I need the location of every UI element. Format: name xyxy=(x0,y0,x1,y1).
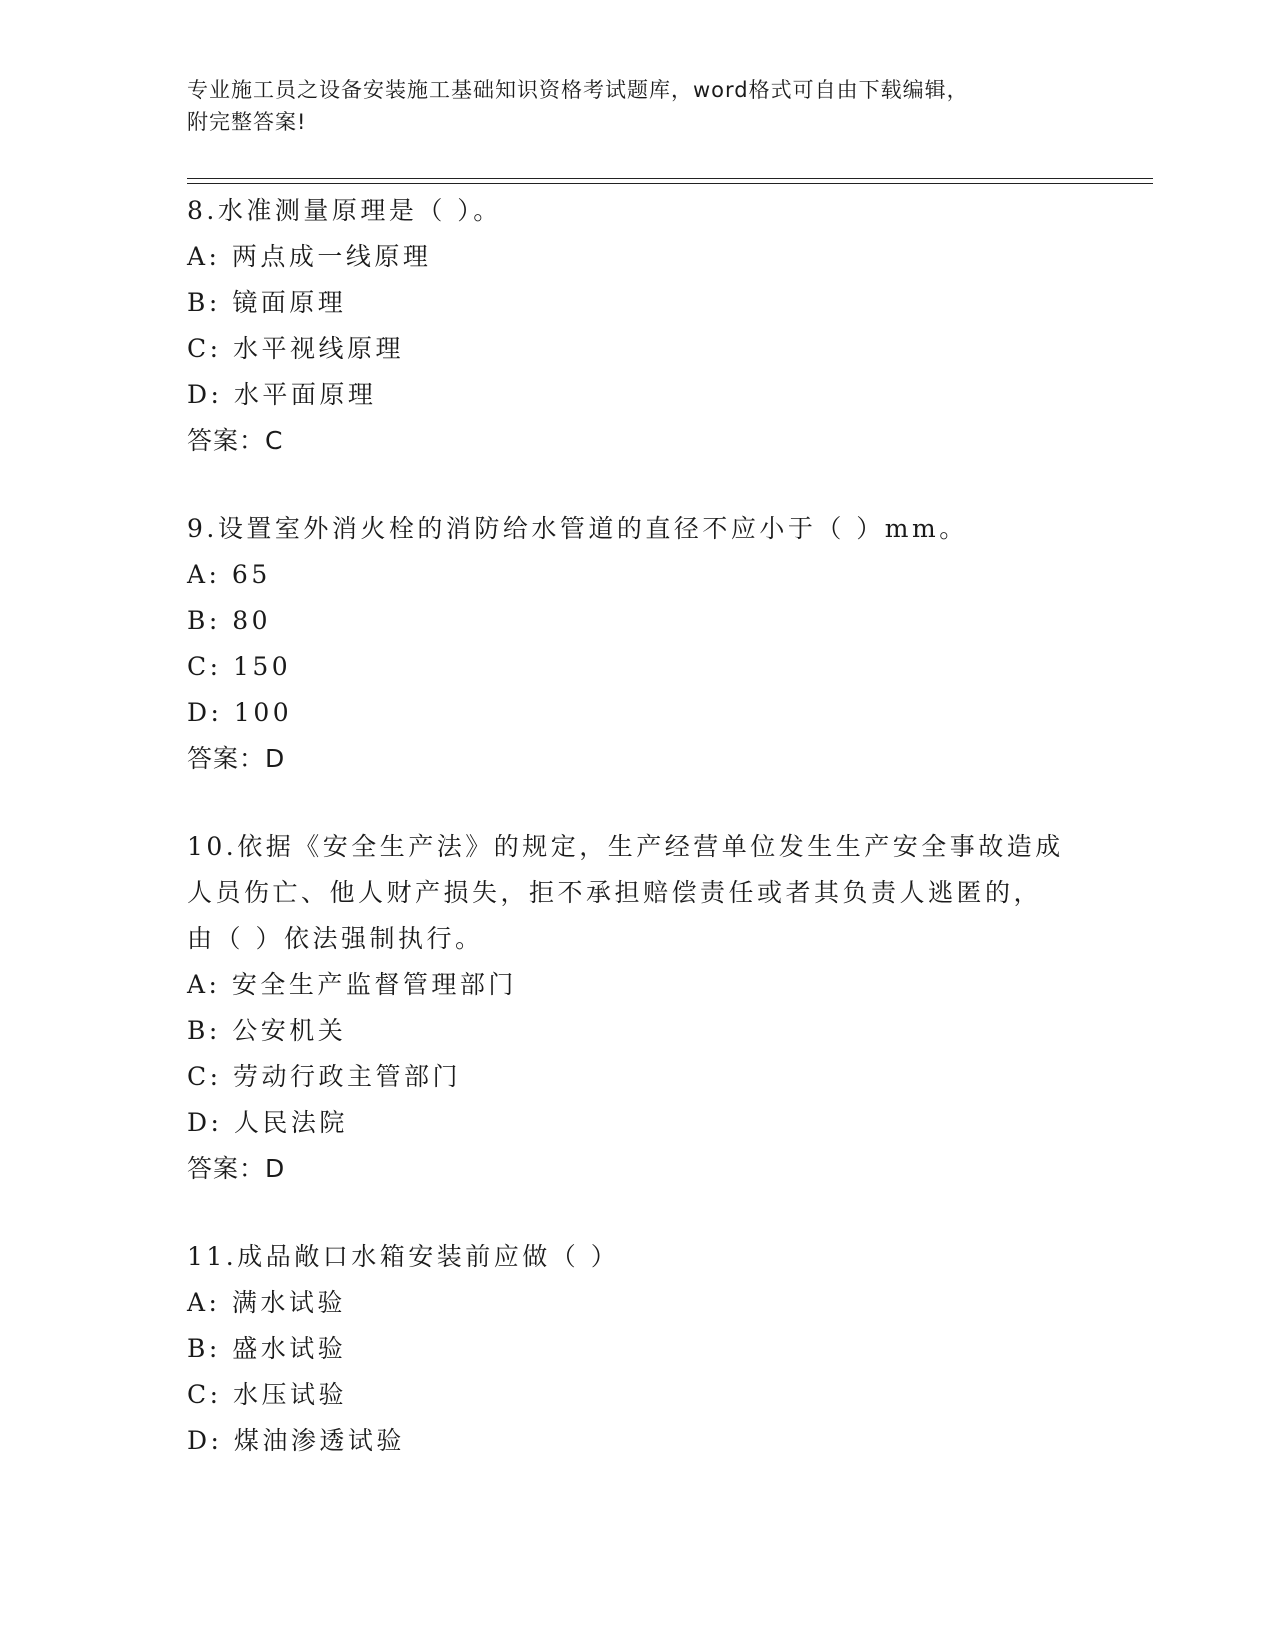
question-stem: 8.水准测量原理是（ ）。 xyxy=(187,196,502,225)
question-9 xyxy=(187,506,1147,782)
option-d: D: 煤油渗透试验 xyxy=(187,1426,405,1455)
option-b: B: 80 xyxy=(187,606,272,635)
option-d: D: 100 xyxy=(187,698,293,727)
option-a: A: 65 xyxy=(187,560,271,589)
answer-label: 答案：D xyxy=(187,1154,286,1183)
option-b: B: 镜面原理 xyxy=(187,288,347,317)
question-stem: 11.成品敞口水箱安装前应做（ ） xyxy=(187,1242,620,1271)
question-11 xyxy=(187,1234,1147,1464)
question-8 xyxy=(187,188,1147,464)
option-a: A: 安全生产监督管理部门 xyxy=(187,970,517,999)
option-d: D: 水平面原理 xyxy=(187,380,377,409)
option-b: B: 盛水试验 xyxy=(187,1334,347,1363)
question-10 xyxy=(187,824,1147,1192)
option-c: C: 150 xyxy=(187,652,292,681)
question-stem-line-3: 由（ ）依法强制执行。 xyxy=(187,924,484,953)
option-a: A: 满水试验 xyxy=(187,1288,346,1317)
option-c: C: 劳动行政主管部门 xyxy=(187,1062,461,1091)
question-list xyxy=(187,188,1147,1506)
header-divider-bottom xyxy=(187,183,1153,184)
option-b: B: 公安机关 xyxy=(187,1016,347,1045)
option-c: C: 水平视线原理 xyxy=(187,334,404,363)
option-a: A: 两点成一线原理 xyxy=(187,242,432,271)
question-stem-line-1: 10.依据《安全生产法》的规定，生产经营单位发生生产安全事故造成 xyxy=(187,832,1064,861)
header-line-1: 专业施工员之设备安装施工基础知识资格考试题库，word格式可自由下载编辑， xyxy=(187,78,969,102)
header-line-2: 附完整答案! xyxy=(187,110,307,134)
header-divider-top xyxy=(187,178,1153,179)
document-header xyxy=(187,74,1087,138)
question-stem: 9.设置室外消火栓的消防给水管道的直径不应小于（ ）mm。 xyxy=(187,514,968,543)
answer-label: 答案：C xyxy=(187,426,284,455)
option-d: D: 人民法院 xyxy=(187,1108,348,1137)
option-c: C: 水压试验 xyxy=(187,1380,347,1409)
question-stem-line-2: 人员伤亡、他人财产损失，拒不承担赔偿责任或者其负责人逃匿的， xyxy=(187,878,1043,907)
answer-label: 答案：D xyxy=(187,744,286,773)
